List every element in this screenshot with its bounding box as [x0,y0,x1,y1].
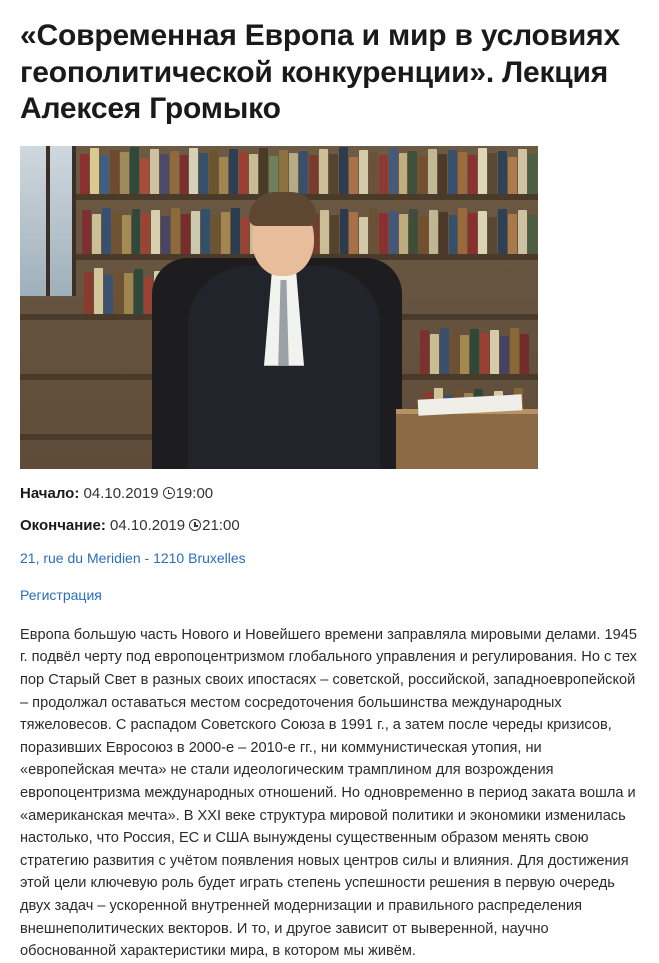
event-end-line [20,515,639,538]
clock-icon [189,519,201,531]
event-start-date: 04.10.2019 [83,484,159,502]
event-start-label: Начало: [20,484,80,502]
clock-icon [163,487,175,499]
event-start-line [20,483,639,506]
article-paragraph: Европа большую часть Нового и Новейшего времени заправляла мировыми делами. 1945 г. подвёл черту под европоцентризмом глобального управления и регулирования. Но с тех пор Старый Свет в разных своих ипостасях – советской, российской, западноевропейской – продолжал оставаться местом сосредоточения большинства международных тяжеловесов. С распадом Советского Союза в 1991 г., а затем после череды кризисов, поразивших Евросоюз в 2000-е – 2010-е гг., ни коммунистическая утопия, ни «европейская мечта» не стали идеологическим трамплином для возрождения европоцентризма международных отношений. Но одновременно в период заката вошла и «американская мечта». В XXI веке структура мировой политики и экономики изменилась настолько, что Россия, ЕС и США вынуждены существенным образом менять свою стратегию развития с учётом появления новых центров силы и влияния. Для достижения этой цели ключевую роль будет играть степень успешности решения в первую очередь двух задач – ускоренной внутренней модернизации и правильного распределения внешнеполитических векторов. И то, и другое зависит от выверенной, научно обоснованной характеристики мира, в котором мы живём. [20,626,637,960]
event-address-link[interactable]: 21, rue du Meridien - 1210 Bruxelles [20,549,246,566]
event-end-label: Окончание: [20,517,106,535]
event-end-date: 04.10.2019 [110,517,186,535]
registration-line [20,585,639,606]
person-hair [249,192,317,226]
event-start-time: 19:00 [175,484,214,502]
registration-link[interactable]: Регистрация [20,586,102,603]
speaker-portrait-image [20,146,538,469]
event-address-line [20,548,639,569]
window [20,146,76,296]
event-end-time: 21:00 [202,517,240,535]
page-title: «Современная Европа и мир в условиях геополитической конкуренции». Лекция Алексея Громыко [20,19,620,126]
speaker-portrait-figure [20,146,538,469]
desk [396,409,538,469]
